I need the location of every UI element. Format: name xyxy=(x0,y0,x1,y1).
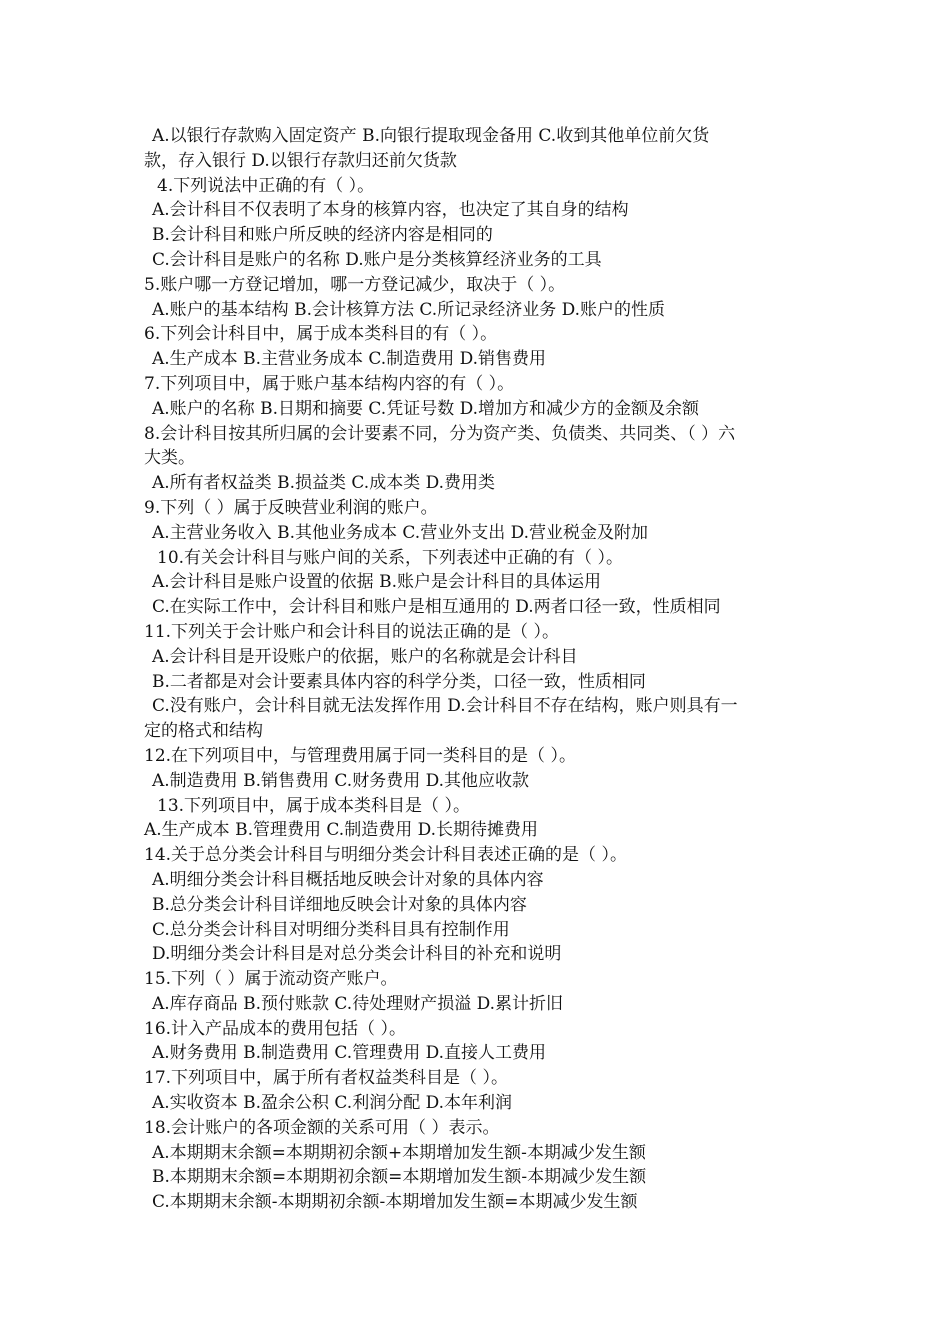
text-line: A.制造费用 B.销售费用 C.财务费用 D.其他应收款 xyxy=(152,770,530,791)
text-line: A.会计科目是账户设置的依据 B.账户是会计科目的具体运用 xyxy=(152,572,601,593)
text-line: A.主营业务收入 B.其他业务成本 C.营业外支出 D.营业税金及附加 xyxy=(152,522,649,543)
text-line: A.财务费用 B.制造费用 C.管理费用 D.直接人工费用 xyxy=(152,1043,547,1064)
text-line: 14.关于总分类会计科目与明细分类会计科目表述正确的是（ ）。 xyxy=(144,845,627,866)
text-line: B.会计科目和账户所反映的经济内容是相同的 xyxy=(152,225,493,246)
text-line: 12.在下列项目中，与管理费用属于同一类科目的是（ ）。 xyxy=(144,745,576,766)
text-line: A.生产成本 B.主营业务成本 C.制造费用 D.销售费用 xyxy=(152,349,547,370)
text-line: 17.下列项目中，属于所有者权益类科目是（ ）。 xyxy=(144,1068,508,1089)
text-line: A.账户的基本结构 B.会计核算方法 C.所记录经济业务 D.账户的性质 xyxy=(152,299,666,320)
text-line: C.在实际工作中，会计科目和账户是相互通用的 D.两者口径一致，性质相同 xyxy=(152,597,721,618)
text-line: 定的格式和结构 xyxy=(144,721,263,742)
text-line: A.账户的名称 B.日期和摘要 C.凭证号数 D.增加方和减少方的金额及余额 xyxy=(152,398,700,419)
text-line: 6.下列会计科目中，属于成本类科目的有（ ）。 xyxy=(144,324,498,345)
text-line: A.库存商品 B.预付账款 C.待处理财产损溢 D.累计折旧 xyxy=(152,993,564,1014)
text-line: A.生产成本 B.管理费用 C.制造费用 D.长期待摊费用 xyxy=(144,820,539,841)
text-line: A.会计科目是开设账户的依据，账户的名称就是会计科目 xyxy=(152,646,578,667)
text-line: B.二者都是对会计要素具体内容的科学分类，口径一致，性质相同 xyxy=(152,671,646,692)
text-line: 5.账户哪一方登记增加，哪一方登记减少，取决于（ ）。 xyxy=(144,274,566,295)
text-line: 大类。 xyxy=(144,448,195,469)
text-line: 款，存入银行 D.以银行存款归还前欠货款 xyxy=(144,150,457,171)
text-line: B.本期期末余额=本期期初余额=本期增加发生额-本期减少发生额 xyxy=(152,1167,647,1188)
text-line: 16.计入产品成本的费用包括（ ）。 xyxy=(144,1018,406,1039)
text-line: 13.下列项目中，属于成本类科目是（ ）。 xyxy=(157,795,470,816)
text-line: B.总分类会计科目详细地反映会计对象的具体内容 xyxy=(152,894,527,915)
text-line: C.总分类会计科目对明细分类科目具有控制作用 xyxy=(152,919,510,940)
text-line: A.明细分类会计科目概括地反映会计对象的具体内容 xyxy=(152,869,544,890)
text-line: 18.会计账户的各项金额的关系可用（ ）表示。 xyxy=(144,1117,500,1138)
text-line: 11.下列关于会计账户和会计科目的说法正确的是（ ）。 xyxy=(144,621,559,642)
text-line: 7.下列项目中，属于账户基本结构内容的有（ ）。 xyxy=(144,373,515,394)
text-line: C.会计科目是账户的名称 D.账户是分类核算经济业务的工具 xyxy=(152,249,602,270)
text-line: D.明细分类会计科目是对总分类会计科目的补充和说明 xyxy=(152,944,562,965)
text-line: C.本期期末余额-本期期初余额-本期增加发生额=本期减少发生额 xyxy=(152,1192,638,1213)
text-line: 4.下列说法中正确的有（ ）。 xyxy=(157,175,375,196)
text-line: 15.下列（ ）属于流动资产账户。 xyxy=(144,969,398,990)
text-line: 10.有关会计科目与账户间的关系，下列表述中正确的有（ ）。 xyxy=(157,547,623,568)
text-line: C.没有账户，会计科目就无法发挥作用 D.会计科目不存在结构，账户则具有一 xyxy=(152,696,738,717)
text-line: A.会计科目不仅表明了本身的核算内容，也决定了其自身的结构 xyxy=(152,200,629,221)
text-line: A.所有者权益类 B.损益类 C.成本类 D.费用类 xyxy=(152,473,496,494)
text-line: 8.会计科目按其所归属的会计要素不同，分为资产类、负债类、共同类、（ ）六 xyxy=(144,423,736,444)
text-line: A.本期期末余额=本期期初余额+本期增加发生额-本期减少发生额 xyxy=(152,1142,646,1163)
text-line: A.以银行存款购入固定资产 B.向银行提取现金备用 C.收到其他单位前欠货 xyxy=(152,126,710,146)
text-line: A.实收资本 B.盈余公积 C.利润分配 D.本年利润 xyxy=(152,1093,513,1114)
question-list xyxy=(144,124,814,1215)
text-line: 9.下列（ ）属于反映营业利润的账户。 xyxy=(144,497,438,518)
